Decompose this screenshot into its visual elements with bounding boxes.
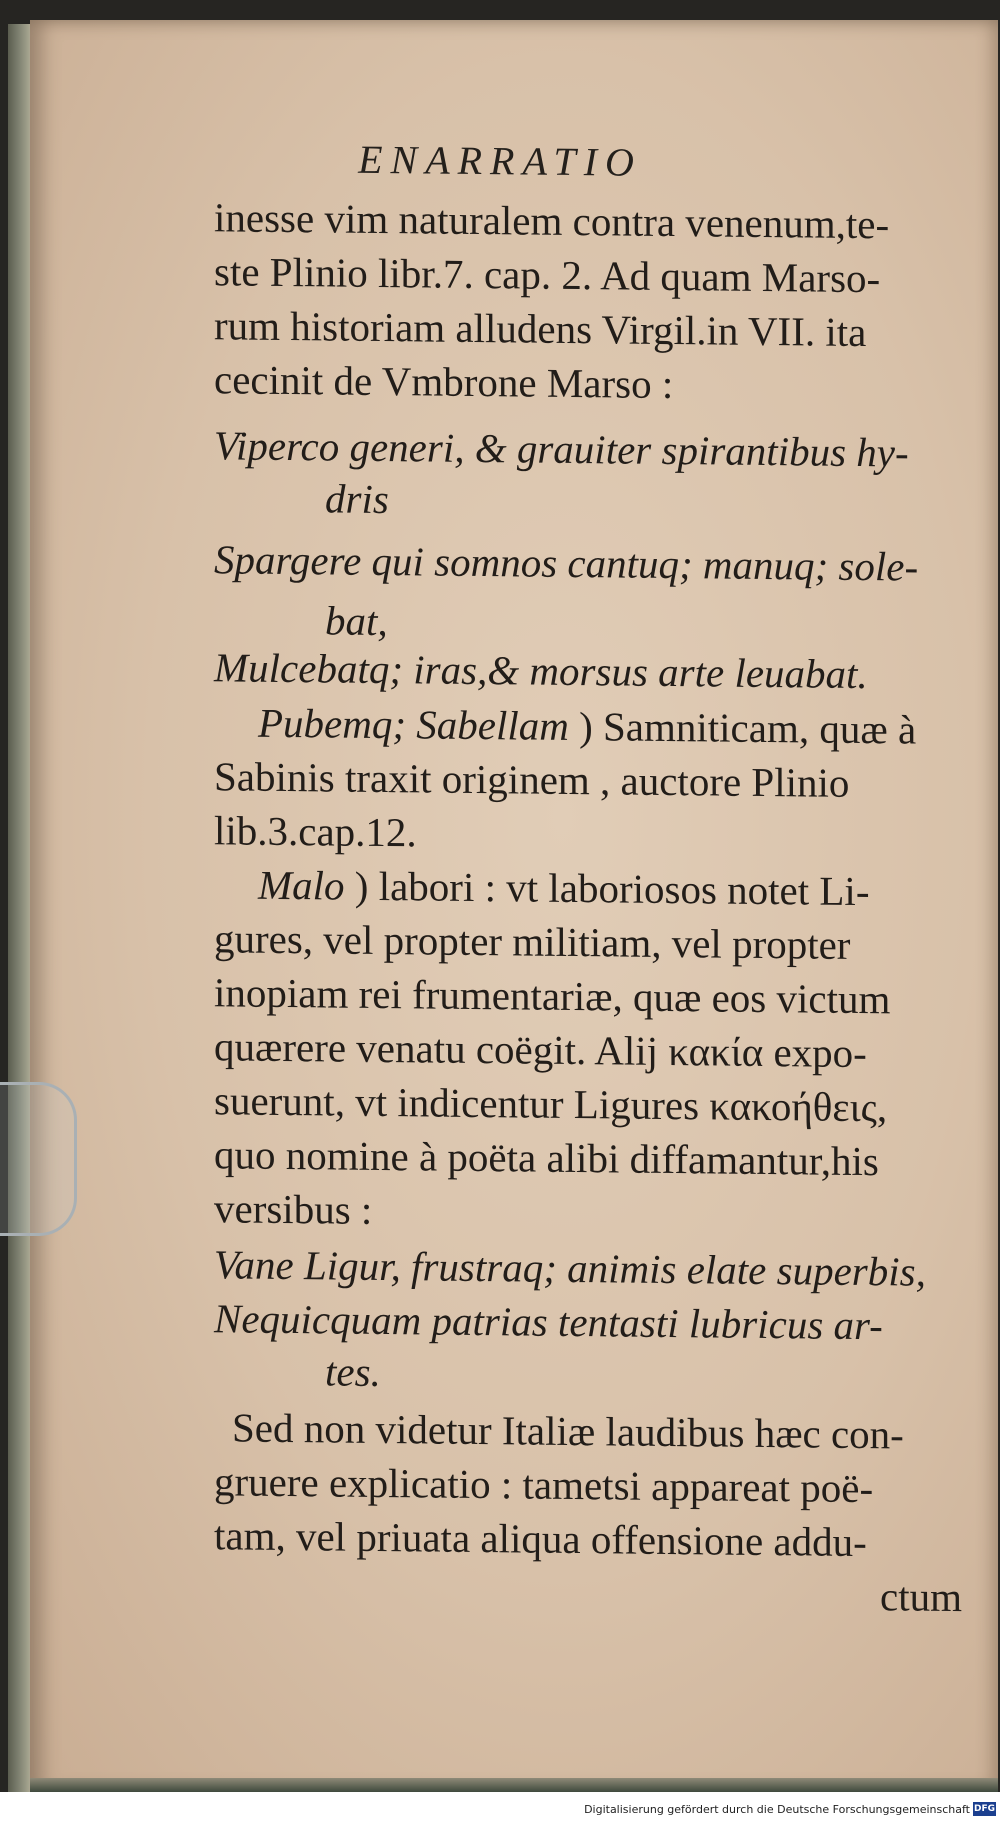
text-line: Sabinis traxit originem , auctore Plinio [214,753,850,806]
page-bottom-edge [30,1778,998,1792]
text-line: tam, vel priuata aliqua offensione addu- [214,1512,867,1566]
page-clip [0,1082,77,1236]
lemma: Pubemq; Sabellam [258,699,569,749]
text-line: suerunt, vt indicentur Ligures κακοήθεις, [214,1077,888,1131]
text-line: inopiam rei frumentariæ, quæ eos victum [214,969,891,1023]
text-line: cecinit de Vmbrone Marso : [214,356,674,408]
text-line: lib.3.cap.12. [214,807,417,856]
lemma-gloss: ) labori : vt laboriosos notet Li- [354,862,870,915]
verse-line: tes. [325,1348,381,1395]
commentary-paragraph [258,698,916,755]
verse-line: bat, [325,597,388,645]
text-line: Sed non videtur Italiæ laudibus hæc con- [232,1404,904,1458]
text-line: gures, vel propter militiam, vel propter [214,915,851,968]
commentary-paragraph [258,860,869,916]
verse-line: Nequicquam patrias tentasti lubricus ar- [214,1295,883,1349]
verse-line: Vane Ligur, frustraq; animis elate superbis, [214,1241,926,1295]
running-head: ENARRATIO [358,136,642,185]
text-line: inesse vim naturalem contra venenum,te- [214,194,890,248]
verse-line: Mulcebatq; iras,& morsus arte leuabat. [214,644,868,698]
dfg-logo: DFG [973,1804,995,1814]
verse-line: Spargere qui somnos cantuq; manuq; sole- [214,536,919,590]
verse-line: dris [325,475,389,523]
text-line: rum historiam alludens Virgil.in VII. ita [214,302,867,356]
text-line: gruere explicatio : tametsi appareat poë- [214,1458,874,1512]
text-line: versibus : [214,1185,373,1233]
lemma: Malo [258,861,345,909]
text-line: ste Plinio libr.7. cap. 2. Ad quam Marso- [214,248,881,302]
text-line: quærere venatu coëgit. Alij κακία expo- [214,1023,867,1077]
lemma-gloss: ) Samniticam, quæ à [579,703,917,753]
catchword: ctum [880,1573,962,1621]
verse-line: Viperco generi, & grauiter spirantibus hy- [214,422,909,476]
funding-credit: Digitalisierung gefördert durch die Deutsche Forschungsgemeinschaft [584,1803,970,1816]
text-line: quo nomine à poëta alibi diffamantur,his [214,1131,879,1185]
